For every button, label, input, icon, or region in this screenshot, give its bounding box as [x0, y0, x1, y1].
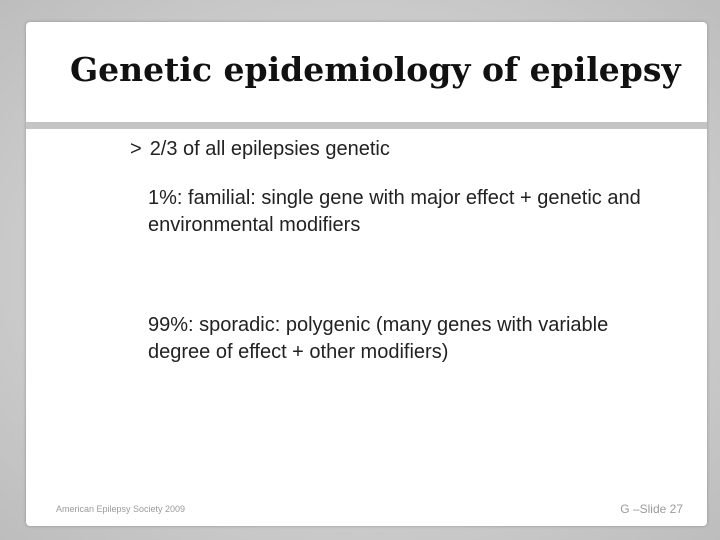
main-bullet	[130, 138, 390, 161]
slide-content-panel	[26, 22, 707, 526]
main-bullet-text: 2/3 of all epilepsies genetic	[149, 138, 390, 160]
footer-slide-number: G –Slide 27	[620, 502, 683, 516]
sub-item-sporadic: 99%: sporadic: polygenic (many genes with variable degree of effect + other modifiers)	[148, 314, 609, 363]
sub-item-familial: 1%: familial: single gene with major effect + genetic and environmental modifiers	[148, 187, 641, 236]
slide-title: Genetic epidemiology of epilepsy	[70, 50, 681, 89]
footer-society: American Epilepsy Society 2009	[56, 504, 186, 514]
bullet-marker: >	[130, 138, 142, 160]
title-divider	[26, 122, 707, 129]
